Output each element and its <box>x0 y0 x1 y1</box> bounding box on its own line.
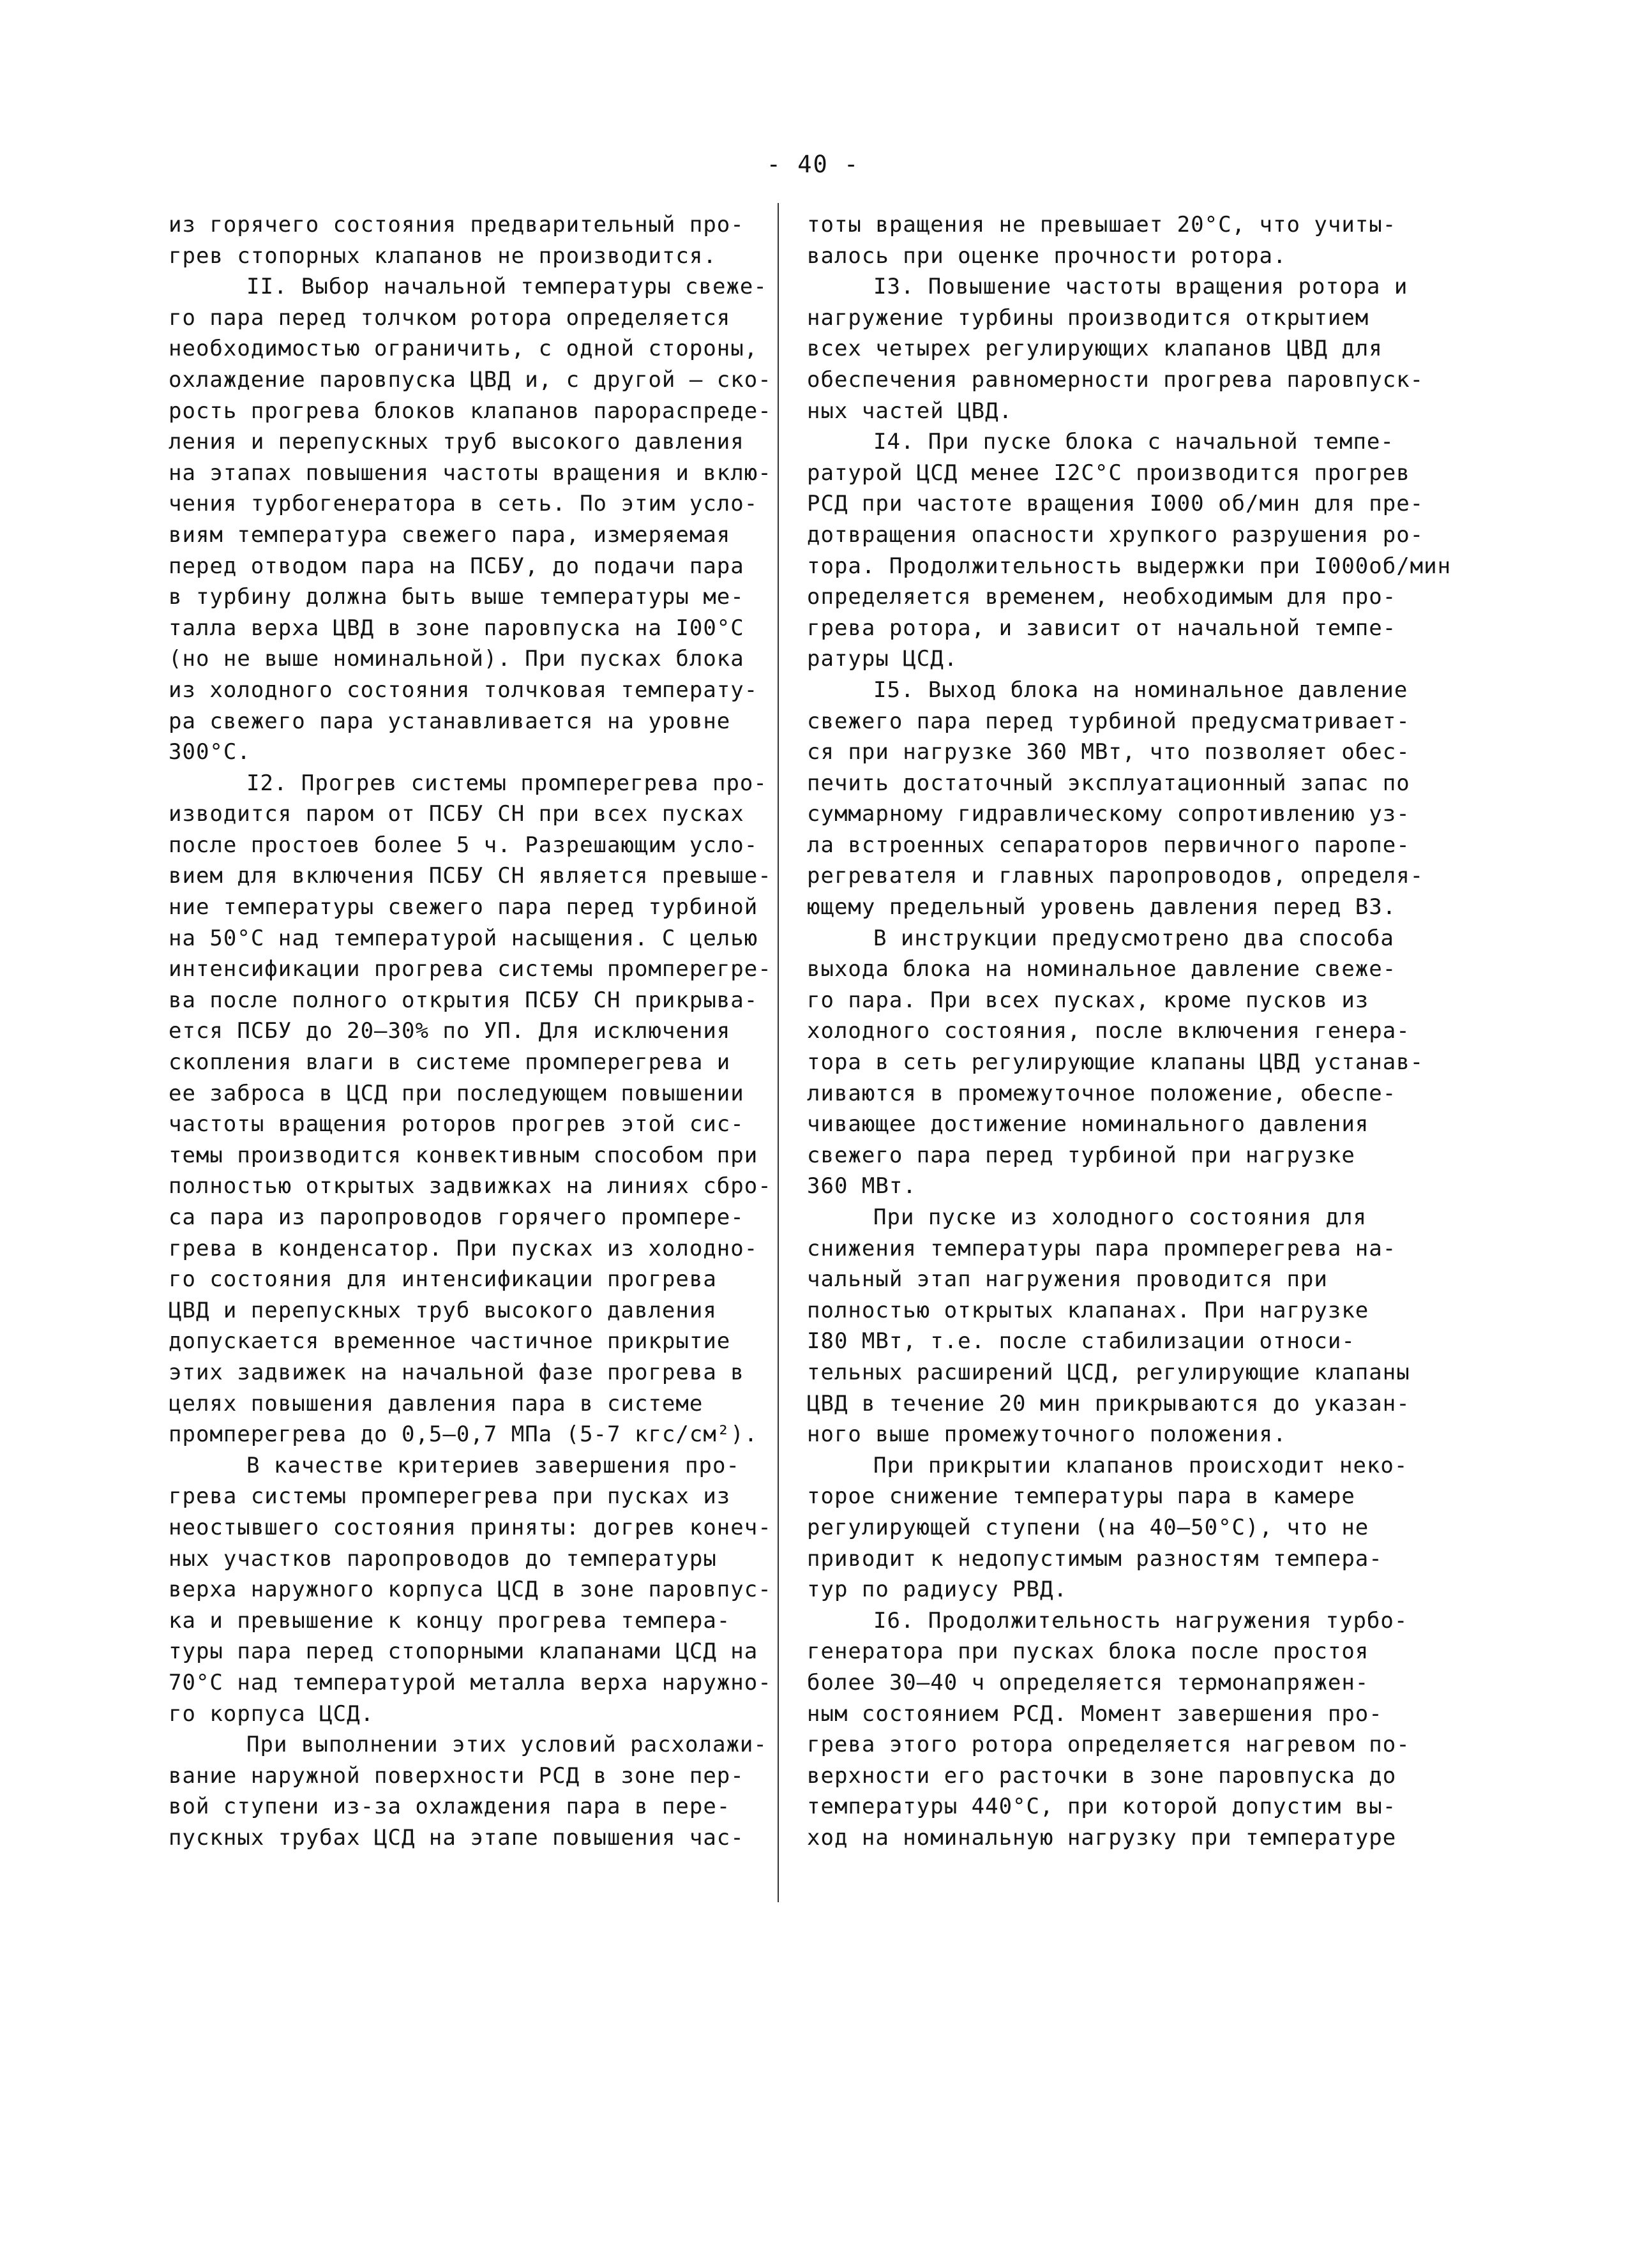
text-line: печить достаточный эксплуатационный запас по <box>807 770 1410 796</box>
text-line: ва после полного открытия ПСБУ СН прикрыва- <box>169 987 758 1013</box>
text-line: ЦВД и перепускных труб высокого давления <box>169 1297 717 1323</box>
text-line: свежего пара перед турбиной предусматривает- <box>807 708 1410 734</box>
page-number: - 40 - <box>766 151 860 178</box>
text-line: снижения температуры пара промперегрева на- <box>807 1235 1397 1261</box>
text-line: ливаются в промежуточное положение, обеспе- <box>807 1080 1397 1106</box>
text-line: ся при нагрузке 360 МВт, что позволяет обес- <box>807 739 1410 765</box>
text-line: I2. Прогрев системы промперегрева про- <box>246 770 767 796</box>
text-line: ход на номинальную нагрузку при температуре <box>807 1824 1397 1851</box>
text-line: го состояния для интенсификации прогрева <box>169 1266 717 1293</box>
text-line: туры пара перед стопорными клапанами ЦСД на <box>169 1639 758 1665</box>
text-line: из горячего состояния предварительный про- <box>169 212 744 237</box>
text-line: верха наружного корпуса ЦСД в зоне паровпус- <box>169 1577 772 1603</box>
text-line: тур по радиусу РВД. <box>807 1577 1067 1603</box>
text-line: тельных расширений ЦСД, регулирующие клапаны <box>807 1359 1410 1385</box>
text-line: грева системы промперегрева при пусках из <box>169 1483 731 1510</box>
text-line: го корпуса ЦСД. <box>169 1701 375 1727</box>
text-line: полностью открытых задвижках на линиях сбро- <box>169 1173 772 1199</box>
text-line: 300°С. <box>169 739 251 765</box>
text-line: I3. Повышение частоты вращения ротора и <box>873 274 1408 300</box>
text-line: целях повышения давления пара в системе <box>169 1390 704 1416</box>
text-line: I4. При пуске блока с начальной темпе- <box>873 429 1394 455</box>
text-line: выхода блока на номинальное давление свеже- <box>807 956 1397 982</box>
text-line: этих задвижек на начальной фазе прогрева в <box>169 1359 744 1385</box>
text-line: грева в конденсатор. При пусках из холодно- <box>169 1235 758 1261</box>
text-line: полностью открытых клапанах. При нагрузке <box>807 1297 1369 1323</box>
text-line: ратурой ЦСД менее I2С°С производится прогрев <box>807 460 1410 486</box>
text-line: неостывшего состояния приняты: догрев конеч- <box>169 1514 772 1540</box>
text-line: свежего пара перед турбиной при нагрузке <box>807 1142 1355 1168</box>
text-line: грева этого ротора определяется нагревом по- <box>807 1732 1410 1758</box>
text-line: I80 МВт, т.е. после стабилизации относи- <box>807 1328 1355 1355</box>
text-line: суммарному гидравлическому сопротивлению уз- <box>807 801 1410 827</box>
text-line: ее заброса в ЦСД при последующем повышении <box>169 1080 744 1106</box>
text-line: скопления влаги в системе промперегрева и <box>169 1049 731 1076</box>
text-line: В качестве критериев завершения про- <box>246 1452 740 1478</box>
text-line: ра свежего пара устанавливается на уровне <box>169 708 731 734</box>
text-line: грева ротора, и зависит от начальной темпе- <box>807 615 1397 641</box>
text-line: генератора при пусках блока после простоя <box>807 1639 1369 1665</box>
text-line: го пара. При всех пусках, кроме пусков из <box>807 987 1369 1013</box>
text-line: ка и превышение к концу прогрева темпера- <box>169 1607 731 1633</box>
text-line: (но не выше номинальной). При пусках блока <box>169 646 744 672</box>
text-line: на 50°С над температурой насыщения. С целью <box>169 925 758 951</box>
text-line: вой ступени из-за охлаждения пара в пере- <box>169 1794 731 1820</box>
text-line: II. Выбор начальной температуры свеже- <box>246 274 767 300</box>
text-line: ние температуры свежего пара перед турбиной <box>169 894 758 920</box>
text-line: в турбину должна быть выше температуры ме- <box>169 584 744 610</box>
text-line: вание наружной поверхности РСД в зоне пер- <box>169 1762 744 1789</box>
text-line: регревателя и главных паропроводов, определя- <box>807 863 1424 889</box>
text-line: грев стопорных клапанов не производится. <box>169 243 717 269</box>
text-line: охлаждение паровпуска ЦВД и, с другой – ско- <box>169 366 772 393</box>
text-line: ного выше промежуточного положения. <box>807 1422 1287 1448</box>
text-line: на этапах повышения частоты вращения и вклю- <box>169 460 772 486</box>
text-line: температуры 440°С, при которой допустим вы- <box>807 1794 1397 1820</box>
text-line: ЦВД в течение 20 мин прикрываются до указан- <box>807 1390 1410 1416</box>
text-line: ющему предельный уровень давления перед ВЗ. <box>807 894 1397 920</box>
text-line: из холодного состояния толчковая температу- <box>169 677 758 703</box>
text-line: валось при оценке прочности ротора. <box>807 243 1287 269</box>
text-line: тора. Продолжительность выдержки при I000об/мин <box>807 553 1452 579</box>
text-line: ных участков паропроводов до температуры <box>169 1545 717 1572</box>
text-line: нагружение турбины производится открытием <box>807 304 1369 331</box>
text-line: РСД при частоте вращения I000 об/мин для пре- <box>807 491 1424 517</box>
column-divider <box>778 203 779 1902</box>
text-line: I6. Продолжительность нагружения турбо- <box>873 1607 1408 1633</box>
text-line: темы производится конвективным способом при <box>169 1142 758 1168</box>
text-line: тора в сеть регулирующие клапаны ЦВД устанав- <box>807 1049 1424 1076</box>
text-line: чивающее достижение номинального давления <box>807 1111 1369 1138</box>
text-line: после простоев более 5 ч. Разрешающим усло- <box>169 832 758 858</box>
text-line: допускается временное частичное прикрытие <box>169 1328 731 1355</box>
text-line: тоты вращения не превышает 20°С, что учиты- <box>807 212 1397 237</box>
text-line: са пара из паропроводов горячего промпере- <box>169 1205 744 1230</box>
text-line: ла встроенных сепараторов первичного паропе- <box>807 832 1410 858</box>
text-line: 360 МВт. <box>807 1173 917 1199</box>
text-line: промперегрева до 0,5–0,7 МПа (5-7 кгс/см²). <box>169 1422 758 1448</box>
text-line: чения турбогенератора в сеть. По этим усло- <box>169 491 758 517</box>
text-line: При прикрытии клапанов происходит неко- <box>873 1452 1408 1478</box>
text-line: регулирующей ступени (на 40–50°С), что не <box>807 1514 1369 1540</box>
text-line: ратуры ЦСД. <box>807 646 958 672</box>
text-line: ным состоянием РСД. Момент завершения про- <box>807 1701 1383 1727</box>
text-line: необходимостью ограничить, с одной стороны, <box>169 336 758 362</box>
text-line: дотвращения опасности хрупкого разрушения ро- <box>807 522 1424 548</box>
text-line: всех четырех регулирующих клапанов ЦВД для <box>807 336 1383 362</box>
text-line: При выполнении этих условий расхолажи- <box>246 1732 767 1758</box>
text-line: интенсификации прогрева системы промперегре- <box>169 956 772 982</box>
text-line: виям температура свежего пара, измеряемая <box>169 522 731 548</box>
text-line: верхности его расточки в зоне паровпуска до <box>807 1762 1397 1789</box>
text-line: го пара перед толчком ротора определяется <box>169 304 731 331</box>
text-line: торое снижение температуры пара в камере <box>807 1483 1355 1510</box>
text-line: изводится паром от ПСБУ СН при всех пусках <box>169 801 744 827</box>
right-column <box>807 209 1452 1853</box>
text-line: перед отводом пара на ПСБУ, до подачи пара <box>169 553 744 579</box>
text-line: пускных трубах ЦСД на этапе повышения час- <box>169 1824 744 1851</box>
text-line: рость прогрева блоков клапанов парораспреде- <box>169 398 772 424</box>
text-line: чальный этап нагружения проводится при <box>807 1266 1328 1293</box>
text-line: При пуске из холодного состояния для <box>873 1205 1367 1230</box>
text-line: частоты вращения роторов прогрев этой сис- <box>169 1111 744 1138</box>
text-line: 70°С над температурой металла верха наружно- <box>169 1669 772 1695</box>
left-column <box>169 209 772 1853</box>
text-line: обеспечения равномерности прогрева паровпуск- <box>807 366 1424 393</box>
text-line: холодного состояния, после включения генера- <box>807 1018 1410 1044</box>
text-line: определяется временем, необходимым для про- <box>807 584 1397 610</box>
text-line: приводит к недопустимым разностям темпера- <box>807 1545 1383 1572</box>
text-line: ных частей ЦВД. <box>807 398 1013 424</box>
text-line: I5. Выход блока на номинальное давление <box>873 677 1408 703</box>
text-line: вием для включения ПСБУ СН является превыше- <box>169 863 772 889</box>
text-line: ется ПСБУ до 20–30% по УП. Для исключения <box>169 1018 731 1044</box>
text-line: более 30–40 ч определяется термонапряжен- <box>807 1669 1369 1695</box>
text-line: В инструкции предусмотрено два способа <box>873 925 1394 951</box>
text-line: ления и перепускных труб высокого давления <box>169 429 744 455</box>
text-line: талла верха ЦВД в зоне паровпуска на I00°С <box>169 615 744 641</box>
